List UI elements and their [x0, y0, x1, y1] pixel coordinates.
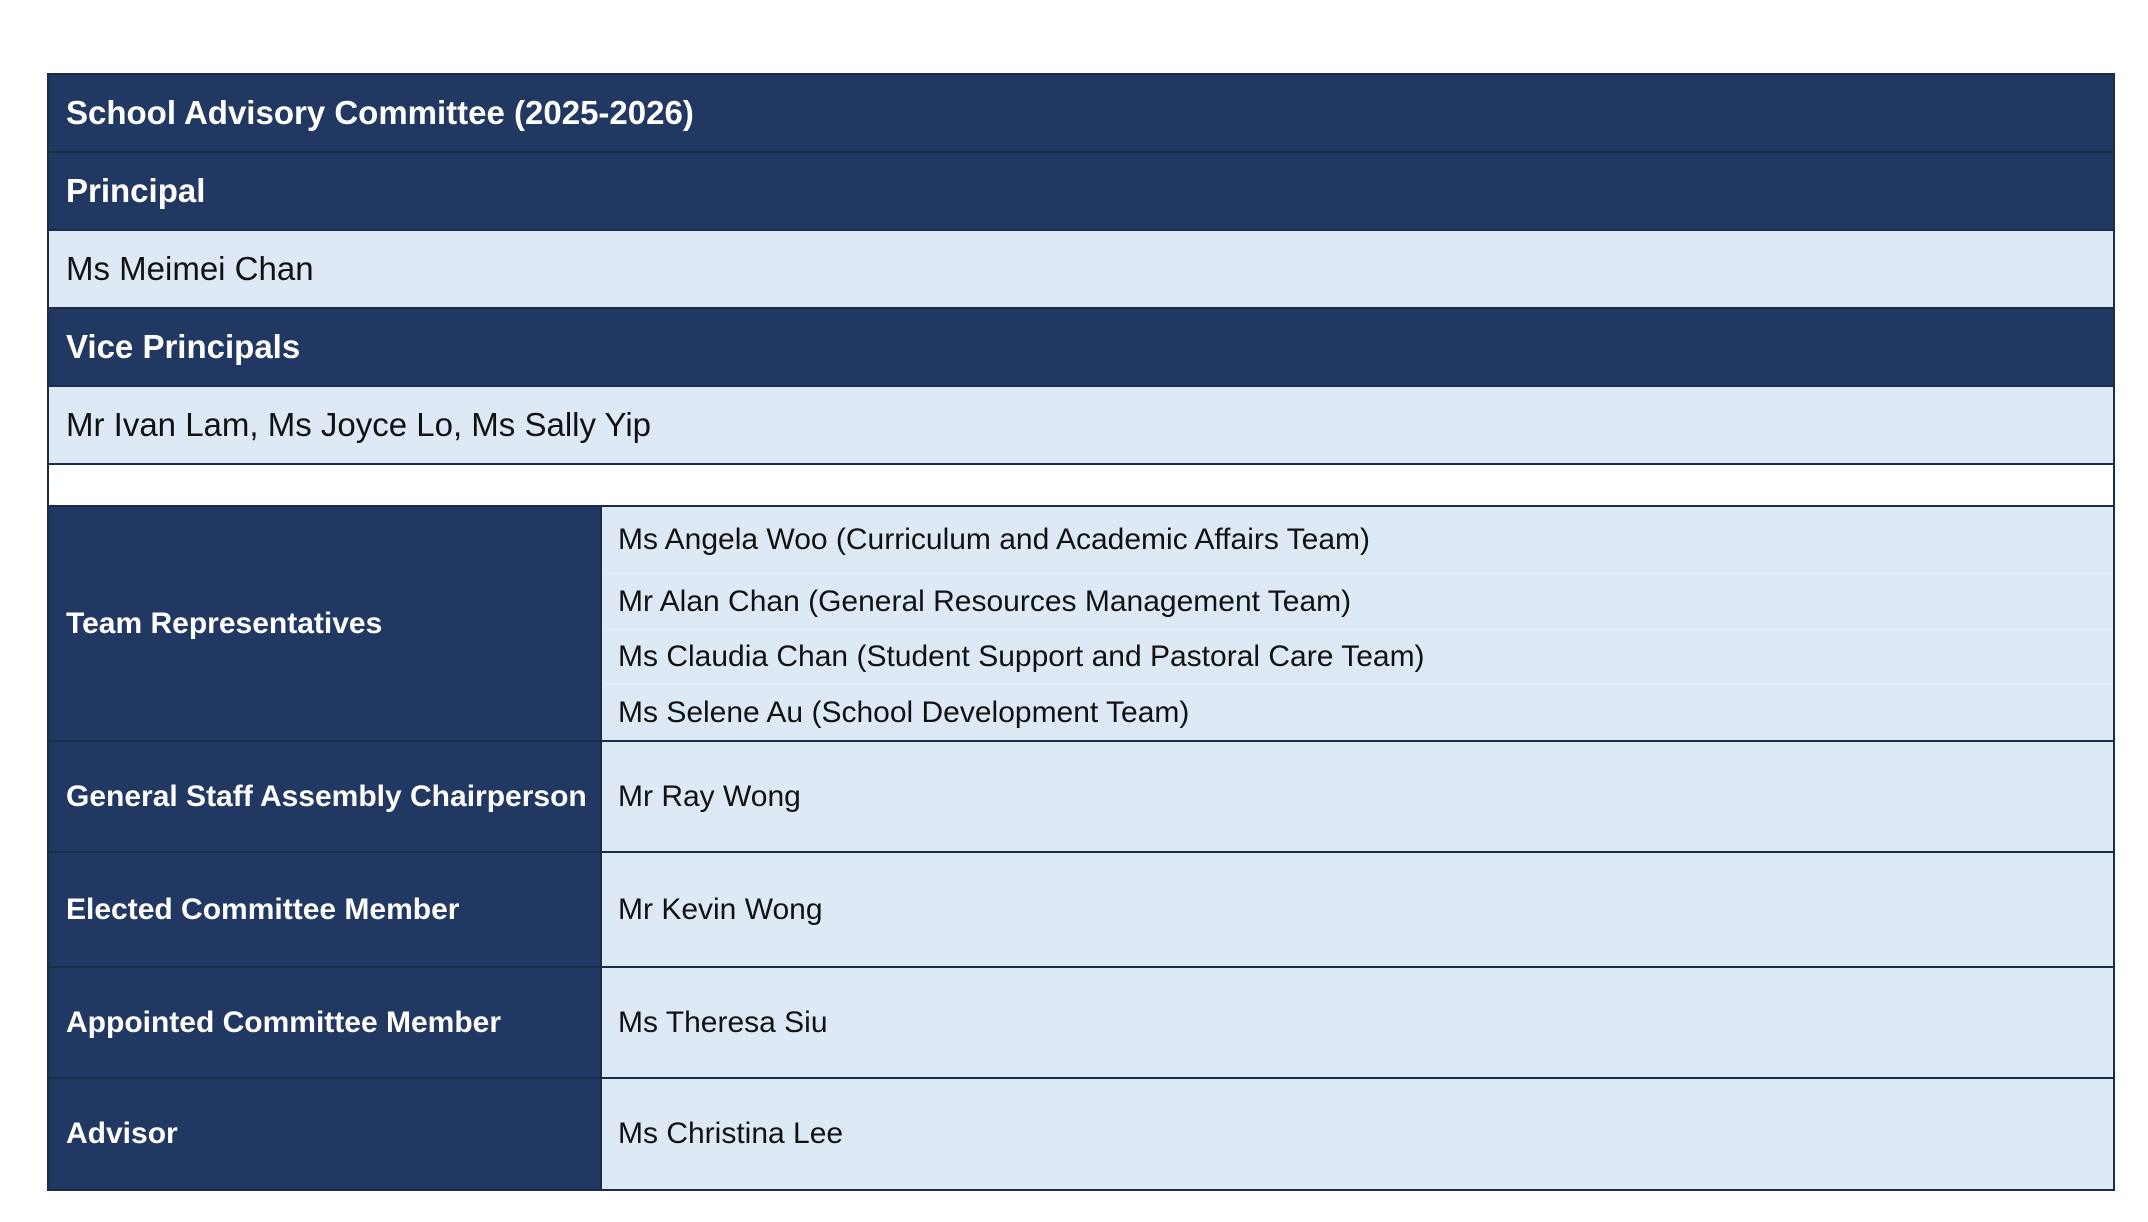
table-row — [49, 968, 2113, 1079]
vice-principals-names: Mr Ivan Lam, Ms Joyce Lo, Ms Sally Yip — [49, 387, 2113, 465]
principal-name: Ms Meimei Chan — [49, 231, 2113, 309]
row-value: Ms Theresa Siu — [602, 968, 2113, 1077]
committee-table — [47, 73, 2115, 1191]
spacer-row — [49, 465, 2113, 507]
row-value: Mr Kevin Wong — [602, 853, 2113, 966]
team-representatives-label: Team Representatives — [49, 507, 602, 740]
team-representatives-row — [49, 507, 2113, 742]
row-value: Mr Ray Wong — [602, 742, 2113, 851]
team-representative-item: Ms Claudia Chan (Student Support and Pastoral Care Team) — [602, 630, 2113, 685]
vice-principals-heading: Vice Principals — [49, 309, 2113, 387]
principal-heading: Principal — [49, 153, 2113, 231]
table-row — [49, 853, 2113, 968]
team-representative-item: Ms Selene Au (School Development Team) — [602, 685, 2113, 740]
row-label: General Staff Assembly Chairperson — [49, 742, 602, 851]
row-value: Ms Christina Lee — [602, 1079, 2113, 1189]
row-label: Advisor — [49, 1079, 602, 1189]
row-label: Elected Committee Member — [49, 853, 602, 966]
table-row — [49, 1079, 2113, 1189]
row-label: Appointed Committee Member — [49, 968, 602, 1077]
team-representatives-list — [602, 507, 2113, 740]
table-title: School Advisory Committee (2025-2026) — [49, 75, 2113, 153]
team-representative-item: Mr Alan Chan (General Resources Management Team) — [602, 574, 2113, 630]
table-row — [49, 742, 2113, 853]
team-representative-item: Ms Angela Woo (Curriculum and Academic Affairs Team) — [602, 507, 2113, 574]
